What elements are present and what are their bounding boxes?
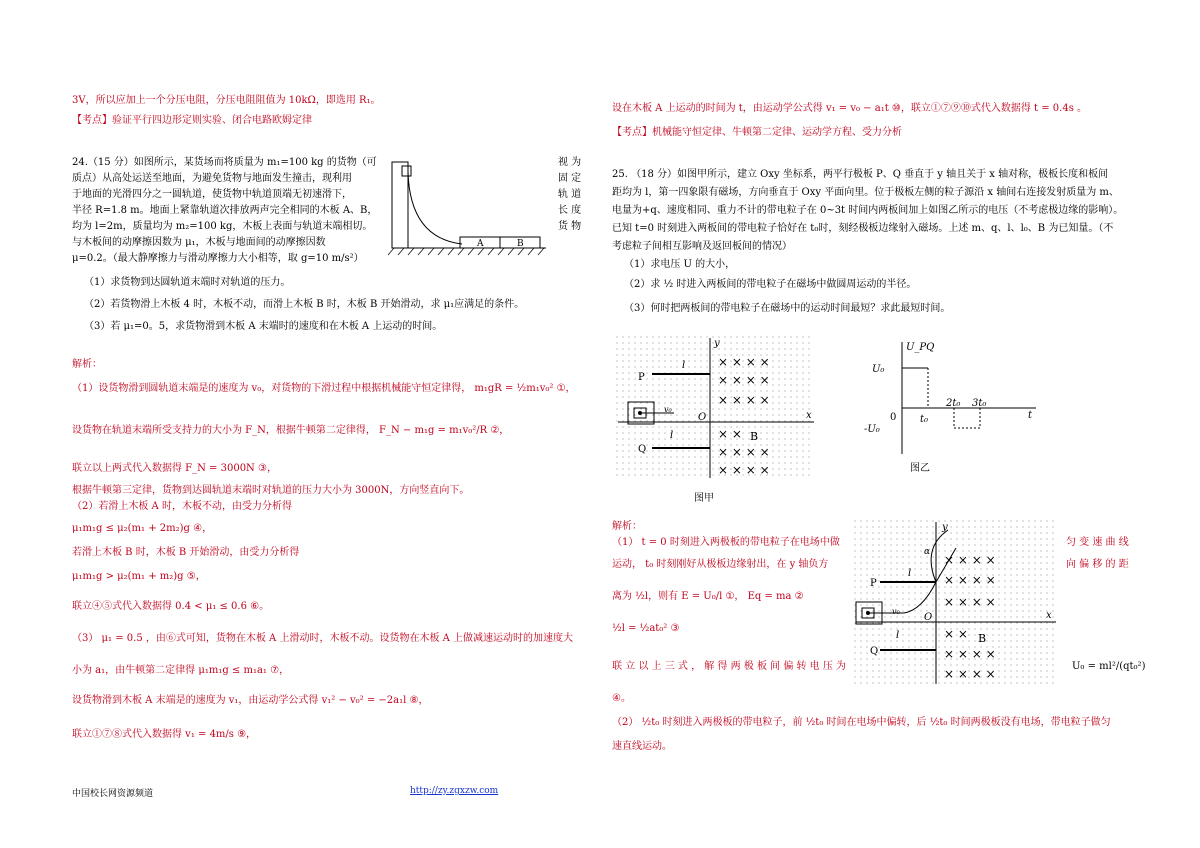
q24-sub1: （1）求货物到达圆轨道末端时对轨道的压力。: [84, 277, 291, 288]
q24-line: 均为 l=2m，质量均为 m₂=100 kg，木板上表面与轨道末端相切。: [72, 221, 373, 232]
q24-sub3: （3）若 μ₁=0。5，求货物滑到木板 A 末端时的速度和在木板 A 上运动的时间。: [84, 321, 443, 332]
length-label: l: [682, 360, 686, 371]
axis-x-label: x: [1046, 610, 1052, 621]
svg-text:× × × ×: × × × ×: [718, 445, 770, 459]
solution-line: （1） t = 0 时刻进入两极板的带电粒子在电场中做: [612, 537, 840, 548]
side-text: 视 为: [558, 157, 582, 168]
figure-yi-caption: 图乙: [910, 463, 930, 474]
side-text: 固 定: [558, 173, 582, 184]
svg-text:× × × ×: × × × ×: [944, 647, 996, 661]
topic-line: 【考点】机械能守恒定律、牛顿第二定律、运动学方程、受力分析: [612, 127, 902, 138]
svg-text:× × × ×: × × × ×: [718, 355, 770, 369]
text-line: 3V，所以应加上一个分压电阻，分压电阻阻值为 10kΩ，即选用 R₁。: [72, 95, 381, 106]
board-a-label: A: [477, 239, 484, 249]
t-axis-label: t: [1028, 410, 1033, 421]
analysis-heading: 解析：: [72, 359, 102, 370]
q25-sub3: （3）何时把两板间的带电粒子在磁场中的运动时间最短？求此最短时间。: [624, 303, 951, 314]
side-text: 货 物: [558, 221, 582, 232]
plate-p-label: P: [638, 372, 645, 383]
solution-line: 联立以上两式代入数据得 F_N = 3000N ③，: [72, 463, 277, 474]
svg-text:× × × ×: × × × ×: [944, 595, 996, 609]
zero-label: 0: [890, 412, 897, 423]
q25-line: 考虑粒子间相互影响及返回板间的情况）: [612, 241, 792, 252]
solution-line: 根据牛顿第三定律，货物到达圆轨道末端时对轨道的压力大小为 3000N，方向竖直向下。: [72, 485, 470, 496]
figure-yi: [856, 336, 1046, 456]
t2-label: 2t₀: [946, 398, 961, 409]
side-text: 长 度: [558, 205, 582, 216]
q25-line: 25. （18 分）如图甲所示，建立 Oxy 坐标系，两平行极板 P、Q 垂直于 y 轴且关于 x 轴对称，极板长度和板间: [612, 169, 1109, 180]
figure-jia-caption: 图甲: [694, 493, 714, 504]
field-b-label: B: [750, 430, 759, 443]
u0-label: U₀: [872, 364, 885, 375]
formula-u0: U₀ = ml²/(qt₀²): [1072, 661, 1146, 672]
solution-line: ④。: [612, 693, 631, 704]
t3-label: 3t₀: [972, 398, 987, 409]
q24-sub2: （2）若货物滑上木板 4 时，木板不动，而滑上木板 B 时，木板 B 开始滑动，求 μ₁应满足的条件。: [84, 299, 525, 310]
solution-line: 运动， t₀ 时刻刚好从极板边缘射出，在 y 轴负方: [612, 559, 829, 570]
svg-text:× ×: × ×: [944, 627, 968, 641]
q24-line: 与木板间的动摩擦因数为 μ₁，木板与地面间的动摩擦因数: [72, 237, 326, 248]
solution-line: 设货物滑到木板 A 末端是的速度为 v₁，由运动学公式得 v₁² − v₀² = −2a₁l ⑧，: [72, 695, 429, 706]
q24-line: 于地面的光滑四分之一圆轨道，使货物中轨道顶端无初速滑下，: [72, 189, 352, 200]
svg-text:× × × ×: × × × ×: [718, 373, 770, 387]
minus-u0-label: -U₀: [864, 424, 880, 435]
alpha-label: α: [924, 547, 931, 557]
svg-text:× × × ×: × × × ×: [944, 573, 996, 587]
solution-line: （3） μ₁ = 0.5 ，由⑥式可知，货物在木板 A 上滑动时，木板不动。设货物在木板 A 上做减速运动时的加速度大: [72, 633, 574, 644]
svg-text:× × × ×: × × × ×: [944, 553, 996, 567]
length-label: l: [670, 430, 674, 441]
q24-line: 24.（15 分）如图所示，某货场而将质量为 m₁=100 kg 的货物（可: [72, 157, 377, 168]
plate-q-label: Q: [870, 646, 879, 657]
axis-y-label: y: [714, 338, 720, 349]
q25-sub1: （1）求电压 U 的大小，: [624, 259, 736, 270]
solution-line: ½l = ½at₀² ③: [612, 623, 680, 634]
svg-text:× × × ×: × × × ×: [944, 667, 996, 681]
q25-line: 电量为+q、速度相同、重力不计的带电粒子在 0~3t 时间内两板间加上如图乙所示的电压（不考虑极边缘的影响）。: [612, 205, 1124, 216]
t0-label: t₀: [920, 414, 929, 425]
origin-label: O: [698, 412, 707, 423]
q24-line: μ=0.2。（最大静摩擦力与滑动摩擦力大小相等，取 g=10 m/s²）: [72, 253, 364, 264]
solution-line: 向 偏 移 的 距: [1066, 559, 1129, 570]
solution-line: （1）设货物滑到圆轨道末端是的速度为 v₀，对货物的下滑过程中根据机械能守恒定律得， m₁gR = ½m₁v₀² ①，: [72, 383, 576, 394]
side-text: 轨 道: [558, 189, 582, 200]
origin-label: O: [924, 612, 933, 623]
svg-text:× × × ×: × × × ×: [718, 463, 770, 477]
solution-line: 小为 a₁，由牛顿第二定律得 μ₁m₁g ≤ m₁a₁ ⑦，: [72, 665, 290, 676]
plate-p-label: P: [870, 578, 877, 589]
solution-line: 匀 变 速 曲 线: [1066, 537, 1129, 548]
svg-text:× ×: × ×: [718, 427, 742, 441]
solution-line: 联立④⑤式代入数据得 0.4 < μ₁ ≤ 0.6 ⑥。: [72, 601, 270, 612]
board-b-label: B: [517, 239, 524, 249]
axis-y-label: y: [942, 522, 948, 533]
solution-line: 设货物在轨道末端所受支持力的大小为 F_N，根据牛顿第二定律得， F_N − m₁g = m₁v₀²/R ②，: [72, 425, 510, 436]
solution-line: 设在木板 A 上运动的时间为 t，由运动学公式得 v₁ = v₀ − a₁t ⑩，联立①⑦⑨⑩式代入数据得 t = 0.4s 。: [612, 103, 1088, 114]
analysis-figure: [852, 518, 1058, 688]
solution-line: 联 立 以 上 三 式 ， 解 得 两 极 板 间 偏 转 电 压 为: [612, 661, 847, 672]
solution-line: 若滑上木板 B 时，木板 B 开始滑动，由受力分析得: [72, 547, 300, 558]
footer-link[interactable]: http://zy.zgxzw.com: [410, 786, 499, 796]
q25-sub2: （2）求 ½ 时进入两板间的带电粒子在磁场中做圆周运动的半径。: [624, 279, 917, 290]
v0-label: v₀: [664, 405, 672, 414]
field-b-label: B: [978, 632, 987, 645]
track-figure: [380, 160, 552, 260]
solution-line: （2） ½t₀ 时刻进入两极板的带电粒子，前 ½t₀ 时间在电场中偏转，后 ½t₀ 时间两极板没有电场，带电粒子做匀: [612, 717, 1111, 728]
solution-line: μ₁m₁g ≤ μ₂(m₁ + 2m₂)g ④，: [72, 523, 213, 534]
svg-text:× × × ×: × × × ×: [718, 393, 770, 407]
q24-line: 质点）从高处运送至地面，为避免货物与地面发生撞击，现利用: [72, 173, 352, 184]
plate-q-label: Q: [638, 444, 647, 455]
axis-x-label: x: [806, 410, 812, 421]
solution-line: 离为 ½l，则有 E = U₀/l ①， Eq = ma ②: [612, 591, 804, 602]
q25-line: 距均为 l，第一四象限有磁场，方向垂直于 Oxy 平面向里。位于极板左侧的粒子源沿 x 轴间右连接发射质量为 m、: [612, 187, 1119, 198]
length-label: l: [896, 630, 900, 641]
solution-line: μ₁m₁g > μ₂(m₁ + m₂)g ⑤，: [72, 571, 206, 582]
q24-line: 半径 R=1.8 m。地面上紧靠轨道次排放两声完全相同的木板 A、B，: [72, 205, 378, 216]
solution-line: （2）若滑上木板 A 时，木板不动，由受力分析得: [72, 501, 292, 512]
footer-site-name: 中国校长网资源频道: [72, 789, 154, 799]
solution-line: 联立①⑦⑧式代入数据得 v₁ = 4m/s ⑨，: [72, 729, 257, 740]
v0-label: v₀: [892, 607, 900, 616]
q25-line: 已知 t=0 时刻进入两板间的带电粒子恰好在 t₀时，刻经极板边缘射入磁场。上述 m、q、l、l₀、B 为已知量。（不: [612, 223, 1114, 234]
topic-line: 【考点】验证平行四边形定则实验、闭合电路欧姆定律: [72, 115, 312, 126]
figure-jia: [614, 334, 824, 482]
length-label: l: [908, 568, 912, 579]
analysis-heading: 解析：: [612, 521, 642, 532]
upq-label: U_PQ: [906, 342, 935, 353]
solution-line: 速直线运动。: [612, 741, 672, 752]
